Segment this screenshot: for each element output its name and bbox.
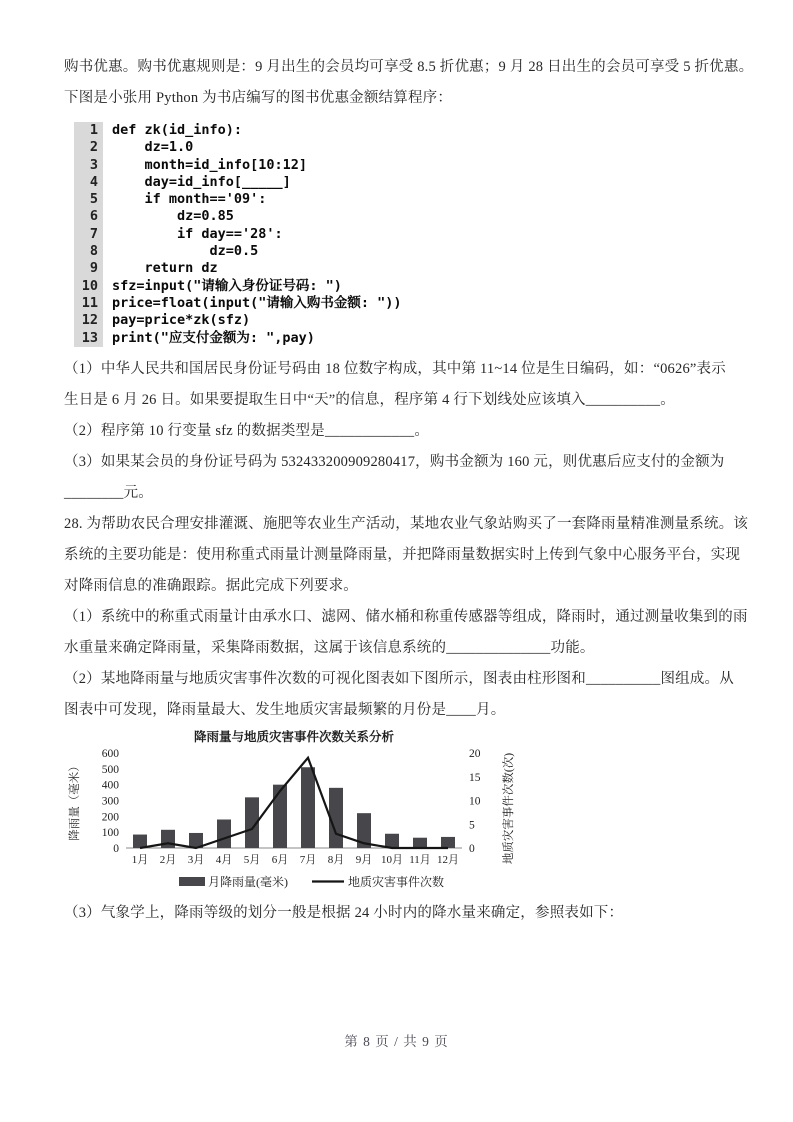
code-line [74,191,752,208]
intro-line-2: 下图是小张用 Python 为书店编写的图书优惠金额结算程序： [64,90,453,106]
code-line-number: 8 [74,243,103,260]
svg-text:300: 300 [101,795,119,808]
svg-text:月降雨量(毫米): 月降雨量(毫米) [208,874,288,889]
q28-intro-line3: 对降雨信息的准确跟踪。据此完成下列要求。 [64,577,358,594]
svg-text:8月: 8月 [327,853,345,866]
code-line [74,122,752,139]
svg-text:0: 0 [469,842,475,855]
svg-text:降雨量（毫米）: 降雨量（毫米） [69,760,81,841]
code-line [74,139,752,156]
page-content [64,52,752,929]
svg-text:5月: 5月 [243,853,261,866]
q28-intro-line1: 28. 为帮助农民合理安排灌溉、施肥等农业生产活动，某地农业气象站购买了一套降雨量精准测量系统。该 [64,515,749,532]
code-line-number: 1 [74,122,103,139]
code-line-text: price=float(input("请输入购书金额: ")) [112,294,402,311]
svg-text:10月: 10月 [381,853,403,866]
svg-text:7月: 7月 [299,853,317,866]
svg-text:4月: 4月 [215,853,233,866]
q27-part2: （2）程序第 10 行变量 sfz 的数据类型是____________。 [64,422,430,439]
svg-text:0: 0 [113,842,119,855]
code-line-number: 3 [74,157,103,174]
code-line-text: day=id_info[_____] [112,173,291,190]
svg-text:500: 500 [101,763,119,776]
svg-text:9月: 9月 [355,853,373,866]
code-line [74,226,752,243]
svg-text:3月: 3月 [187,853,205,866]
q27-part1-line2: 生日是 6 月 26 日。如果要提取生日中“天”的信息，程序第 4 行下划线处应该填入__________。 [64,391,675,408]
code-line [74,330,752,347]
code-line-number: 9 [74,260,103,277]
code-line-text: if month=='09': [112,191,267,208]
code-line [74,278,752,295]
code-line [74,312,752,329]
code-line [74,208,752,225]
q28-intro-line2: 系统的主要功能是：使用称重式雨量计测量降雨量，并把降雨量数据实时上传到气象中心服务平台，实现 [64,546,741,563]
q28-part2-line1: （2）某地降雨量与地质灾害事件次数的可视化图表如下图所示，图表由柱形图和__________图组成。从 [64,670,734,687]
code-line [74,260,752,277]
code-line-text: sfz=input("请输入身份证号码: ") [112,277,342,294]
page-number: 第 8 页 / 共 9 页 [344,1034,449,1049]
q28-part2-line2: 图表中可发现，降雨量最大、发生地质灾害最频繁的月份是____月。 [64,701,506,718]
q28-part1-line2: 水重量来确定降雨量，采集降雨数据，这属于该信息系统的______________功能。 [64,639,595,656]
rainfall-disaster-chart-svg [64,728,524,898]
svg-text:地质灾害事件次数: 地质灾害事件次数 [348,874,445,889]
code-line-number: 6 [74,208,103,225]
svg-text:5: 5 [469,819,475,832]
rainfall-disaster-chart [64,728,752,898]
code-line-number: 7 [74,226,103,243]
svg-text:400: 400 [101,779,119,792]
code-line-text: print("应支付金额为: ",pay) [112,329,315,346]
svg-text:11月: 11月 [409,853,431,866]
code-line-number: 10 [74,278,103,295]
svg-text:6月: 6月 [271,853,289,866]
code-line-text: dz=0.5 [112,243,259,260]
svg-text:15: 15 [469,771,481,784]
svg-text:降雨量与地质灾害事件次数关系分析: 降雨量与地质灾害事件次数关系分析 [193,729,395,744]
svg-text:100: 100 [101,827,119,840]
svg-text:2月: 2月 [159,853,177,866]
svg-text:200: 200 [101,811,119,824]
code-line [74,295,752,312]
code-line-number: 11 [74,295,103,312]
q27-part3-line1: （3）如果某会员的身份证号码为 532433200909280417，购书金额为 160 元，则优惠后应支付的金额为 [64,453,725,470]
code-line [74,157,752,174]
code-line [74,243,752,260]
code-line-number: 4 [74,174,103,191]
svg-text:10: 10 [469,795,481,808]
code-line-number: 5 [74,191,103,208]
code-line-text: return dz [112,260,218,277]
q28-part1-line1: （1）系统中的称重式雨量计由承水口、滤网、储水桶和称重传感器等组成，降雨时，通过测量收集到的雨 [64,608,748,625]
q27-part3-line2: ________元。 [64,484,153,501]
svg-text:1月: 1月 [131,853,149,866]
q28-part3: （3）气象学上，降雨等级的划分一般是根据 24 小时内的降水量来确定，参照表如下： [64,904,624,921]
svg-text:600: 600 [101,747,119,760]
code-line [74,174,752,191]
code-line-number: 12 [74,312,103,329]
code-line-text: dz=1.0 [112,139,194,156]
code-line-text: month=id_info[10:12] [112,156,308,173]
intro-line-1: 购书优惠。购书优惠规则是：9 月出生的会员均可享受 8.5 折优惠；9 月 28 日出生的会员可享受 5 折优惠。 [64,59,754,75]
q27-part1-line1: （1）中华人民共和国居民身份证号码由 18 位数字构成，其中第 11~14 位是生日编码，如：“0626”表示 [64,360,726,377]
svg-text:12月: 12月 [437,853,459,866]
code-line-text: dz=0.85 [112,208,234,225]
svg-text:20: 20 [469,747,481,760]
svg-text:地质灾害事件次数(次): 地质灾害事件次数(次) [503,752,515,864]
code-line-text: def zk(id_info): [112,122,243,138]
python-code-listing [74,122,752,347]
code-line-number: 2 [74,139,103,156]
code-line-text: pay=price*zk(sfz) [112,312,251,329]
code-line-number: 13 [74,330,103,347]
code-line-text: if day=='28': [112,225,283,242]
